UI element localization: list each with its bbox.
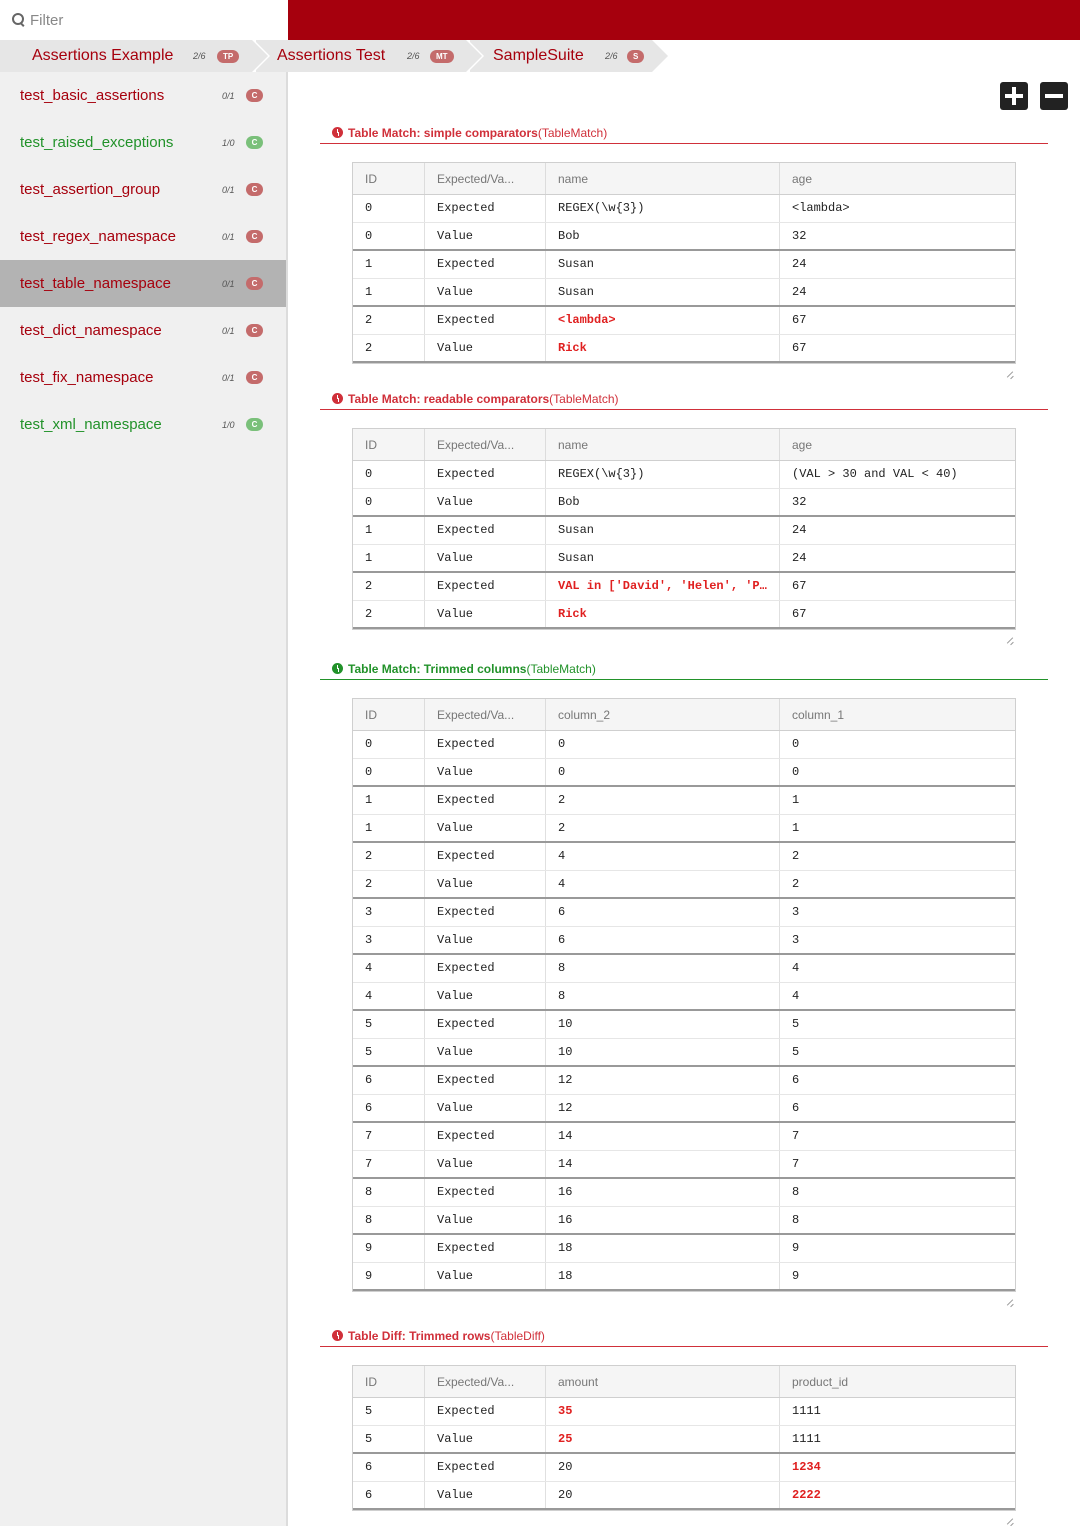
- table-cell: 6: [792, 1073, 800, 1087]
- table-cell: Expected: [425, 573, 546, 600]
- table-cell: Value: [425, 223, 546, 249]
- top-bar: [288, 0, 1080, 40]
- table-row: [353, 335, 1015, 363]
- table-cell: 5: [792, 1017, 800, 1031]
- status-badge: C: [246, 89, 263, 102]
- table-row: [353, 251, 1015, 279]
- column-header[interactable]: ID: [353, 699, 425, 730]
- table-cell: 0: [353, 759, 425, 785]
- table-cell: 2: [546, 815, 780, 841]
- sidebar-item-count: 0/1: [222, 278, 235, 289]
- table-cell: 2: [792, 849, 800, 863]
- table-cell: 6: [353, 1095, 425, 1121]
- table-cell: Value: [425, 601, 546, 627]
- table-cell: 0: [792, 737, 800, 751]
- table-cell: Expected: [425, 251, 546, 278]
- table-row: [353, 307, 1015, 335]
- section-title[interactable]: [320, 658, 1048, 680]
- table-cell: 20: [546, 1454, 780, 1481]
- sidebar-item-test-regex-namespace[interactable]: [0, 213, 286, 260]
- breadcrumb-item-samplesuite[interactable]: [470, 40, 652, 72]
- table-cell: 4: [353, 955, 425, 982]
- table-cell: 3: [353, 899, 425, 926]
- breadcrumb-badge: S: [627, 50, 644, 63]
- table-cell: Susan: [546, 517, 780, 544]
- table-cell: 2: [792, 877, 800, 891]
- table-cell: Value: [425, 871, 546, 897]
- table-row: [353, 1426, 1015, 1454]
- main-content: [290, 72, 1080, 1526]
- table-cell: 4: [353, 983, 425, 1009]
- section-title-text: Table Match: Trimmed columns: [348, 661, 527, 676]
- sidebar-item-label: test_fix_namespace: [20, 369, 154, 386]
- data-table: [352, 162, 1016, 364]
- sidebar-item-count: 0/1: [222, 372, 235, 383]
- column-header[interactable]: ID: [353, 429, 425, 460]
- table-cell: Value: [425, 1207, 546, 1233]
- table-cell: 1: [353, 787, 425, 814]
- table-cell: 24: [792, 551, 807, 565]
- table-row: [353, 1454, 1015, 1482]
- table-cell: 24: [792, 523, 807, 537]
- table-row: [353, 871, 1015, 899]
- table-cell: 2: [353, 601, 425, 627]
- table-cell: 9: [792, 1241, 800, 1255]
- breadcrumb-count: 2/6: [193, 51, 206, 61]
- table-cell: Expected: [425, 1067, 546, 1094]
- status-badge: C: [246, 230, 263, 243]
- table-row: [353, 1067, 1015, 1095]
- table-cell: 6: [353, 1067, 425, 1094]
- table-cell: 8: [792, 1185, 800, 1199]
- table-cell: 0: [353, 731, 425, 758]
- sidebar-item-count: 0/1: [222, 231, 235, 242]
- data-table: [352, 1365, 1016, 1511]
- status-badge: C: [246, 183, 263, 196]
- table-cell: Rick: [546, 601, 780, 627]
- assertion-section: [320, 122, 1048, 355]
- table-row: [353, 1235, 1015, 1263]
- clock-icon: [332, 663, 343, 674]
- table-cell: Value: [425, 1151, 546, 1177]
- table-row: [353, 1179, 1015, 1207]
- table-cell: 2: [546, 787, 780, 814]
- table-cell: Value: [425, 927, 546, 953]
- section-type: (TableMatch): [549, 391, 619, 406]
- table-cell: 67: [792, 579, 807, 593]
- table-cell: 0: [353, 195, 425, 222]
- table-header: [353, 429, 1015, 461]
- breadcrumb-count: 2/6: [407, 51, 420, 61]
- table-row: [353, 927, 1015, 955]
- resize-handle[interactable]: [1006, 636, 1014, 644]
- column-header[interactable]: Expected/Va...: [425, 699, 546, 730]
- table-cell: Expected: [425, 1235, 546, 1262]
- table-row: [353, 279, 1015, 307]
- section-title[interactable]: [320, 388, 1048, 410]
- assertion-section: [320, 1325, 1048, 1502]
- table-cell: 3: [792, 933, 800, 947]
- table-cell: 10: [546, 1039, 780, 1065]
- sidebar-item-label: test_basic_assertions: [20, 87, 165, 104]
- table-cell: Expected: [425, 787, 546, 814]
- breadcrumb-label: Assertions Test: [277, 47, 386, 64]
- table-cell: 67: [792, 341, 807, 355]
- table-cell: 14: [546, 1123, 780, 1150]
- column-header[interactable]: name: [546, 163, 780, 194]
- table-cell: Value: [425, 279, 546, 305]
- section-title-text: Table Diff: Trimmed rows: [348, 1328, 491, 1343]
- table-cell: Susan: [546, 251, 780, 278]
- table-row: [353, 1039, 1015, 1067]
- status-badge: C: [246, 277, 263, 290]
- table-cell: Value: [425, 335, 546, 361]
- table-cell: 7: [353, 1151, 425, 1177]
- sidebar-item-label: test_dict_namespace: [20, 322, 162, 339]
- status-badge: C: [246, 371, 263, 384]
- collapse-all-button[interactable]: [1040, 82, 1068, 110]
- table-cell: 6: [546, 899, 780, 926]
- table-cell: 2: [353, 871, 425, 897]
- table-cell: 2: [353, 307, 425, 334]
- clock-icon: [332, 127, 343, 138]
- data-table: [352, 698, 1016, 1292]
- status-badge: C: [246, 324, 263, 337]
- table-cell: 16: [546, 1179, 780, 1206]
- table-cell: 2: [353, 573, 425, 600]
- table-cell: 1: [792, 821, 800, 835]
- table-cell: 16: [546, 1207, 780, 1233]
- table-cell: (VAL > 30 and VAL < 40): [792, 467, 958, 481]
- table-row: [353, 223, 1015, 251]
- table-cell: 1234: [792, 1460, 821, 1474]
- table-cell: <lambda>: [546, 307, 780, 334]
- breadcrumb: [0, 40, 1080, 72]
- table-row: [353, 1123, 1015, 1151]
- data-table: [352, 428, 1016, 630]
- sidebar-item-label: test_xml_namespace: [20, 416, 162, 433]
- resize-handle[interactable]: [1006, 1298, 1014, 1306]
- table-header: [353, 1366, 1015, 1398]
- table-cell: Value: [425, 545, 546, 571]
- table-cell: 9: [792, 1269, 800, 1283]
- table-row: [353, 489, 1015, 517]
- sidebar-item-test-table-namespace[interactable]: [0, 260, 286, 307]
- table-cell: 5: [792, 1045, 800, 1059]
- status-badge: C: [246, 136, 263, 149]
- table-cell: Expected: [425, 1123, 546, 1150]
- table-cell: 1111: [792, 1404, 821, 1418]
- table-cell: Value: [425, 1039, 546, 1065]
- column-header[interactable]: ID: [353, 163, 425, 194]
- table-cell: 20: [546, 1482, 780, 1508]
- table-cell: Bob: [546, 489, 780, 515]
- column-header[interactable]: Expected/Va...: [425, 1366, 546, 1397]
- plus-icon-vertical: [1012, 87, 1016, 105]
- table-cell: 1: [353, 517, 425, 544]
- assertion-section: [320, 388, 1048, 621]
- expand-all-button[interactable]: [1000, 82, 1028, 110]
- resize-handle[interactable]: [1006, 370, 1014, 378]
- section-title-text: Table Match: simple comparators: [348, 125, 538, 140]
- table-cell: Value: [425, 759, 546, 785]
- table-row: [353, 1263, 1015, 1291]
- column-header[interactable]: Expected/Va...: [425, 163, 546, 194]
- table-cell: 32: [792, 495, 807, 509]
- table-cell: Expected: [425, 517, 546, 544]
- column-header[interactable]: name: [546, 429, 780, 460]
- breadcrumb-badge: TP: [217, 50, 239, 63]
- table-cell: 7: [353, 1123, 425, 1150]
- table-cell: 0: [353, 461, 425, 488]
- table-cell: 12: [546, 1095, 780, 1121]
- table-cell: 5: [353, 1398, 425, 1425]
- table-cell: REGEX(\w{3}): [546, 195, 780, 222]
- table-cell: REGEX(\w{3}): [546, 461, 780, 488]
- table-cell: Expected: [425, 955, 546, 982]
- column-header[interactable]: product_id: [792, 1375, 849, 1389]
- section-title[interactable]: [320, 122, 1048, 144]
- table-cell: 8: [353, 1179, 425, 1206]
- table-cell: 7: [792, 1157, 800, 1171]
- table-row: [353, 1095, 1015, 1123]
- table-cell: Bob: [546, 223, 780, 249]
- section-type: (TableMatch): [537, 125, 608, 140]
- sidebar-item-count: 0/1: [222, 90, 235, 101]
- column-header[interactable]: amount: [546, 1366, 780, 1397]
- table-row: [353, 461, 1015, 489]
- table-cell: 1111: [792, 1432, 821, 1446]
- table-cell: 1: [353, 279, 425, 305]
- table-cell: 0: [546, 759, 780, 785]
- sidebar: [0, 72, 288, 1526]
- table-row: [353, 1011, 1015, 1039]
- table-cell: Value: [425, 489, 546, 515]
- table-row: [353, 545, 1015, 573]
- section-title-text: Table Match: readable comparators: [348, 391, 550, 406]
- table-cell: Expected: [425, 1011, 546, 1038]
- table-cell: Value: [425, 983, 546, 1009]
- table-cell: 5: [353, 1039, 425, 1065]
- table-row: [353, 573, 1015, 601]
- table-cell: Value: [425, 1482, 546, 1508]
- table-cell: 25: [546, 1426, 780, 1452]
- table-cell: 1: [353, 251, 425, 278]
- section-type: (TableDiff): [490, 1328, 545, 1343]
- breadcrumb-count: 2/6: [605, 51, 618, 61]
- status-badge: C: [246, 418, 263, 431]
- breadcrumb-badge: MT: [430, 50, 454, 63]
- table-cell: 1: [353, 815, 425, 841]
- table-cell: Expected: [425, 1454, 546, 1481]
- table-cell: 14: [546, 1151, 780, 1177]
- table-cell: 4: [546, 871, 780, 897]
- clock-icon: [332, 393, 343, 404]
- table-row: [353, 517, 1015, 545]
- breadcrumb-item-assertions-example[interactable]: [0, 40, 252, 72]
- table-cell: 8: [546, 955, 780, 982]
- table-cell: 4: [792, 961, 800, 975]
- table-cell: 6: [353, 1454, 425, 1481]
- table-cell: 24: [792, 285, 807, 299]
- table-cell: 1: [792, 793, 800, 807]
- table-cell: <lambda>: [792, 201, 850, 215]
- table-cell: Susan: [546, 279, 780, 305]
- sidebar-item-count: 1/0: [222, 419, 235, 430]
- section-type: (TableMatch): [526, 661, 596, 676]
- table-row: [353, 815, 1015, 843]
- table-row: [353, 1207, 1015, 1235]
- table-cell: 35: [546, 1398, 780, 1425]
- table-cell: Rick: [546, 335, 780, 361]
- sidebar-item-label: test_assertion_group: [20, 181, 161, 198]
- column-header[interactable]: column_1: [792, 708, 845, 722]
- table-cell: 3: [353, 927, 425, 953]
- breadcrumb-label: Assertions Example: [32, 47, 174, 64]
- table-row: [353, 731, 1015, 759]
- table-cell: Expected: [425, 461, 546, 488]
- sidebar-item-test-assertion-group[interactable]: [0, 166, 286, 213]
- table-cell: Value: [425, 815, 546, 841]
- table-cell: 9: [353, 1235, 425, 1262]
- table-cell: Expected: [425, 899, 546, 926]
- column-header[interactable]: Expected/Va...: [425, 429, 546, 460]
- sidebar-item-label: test_table_namespace: [20, 275, 171, 292]
- table-row: [353, 195, 1015, 223]
- search-icon: [12, 13, 26, 27]
- table-cell: 6: [353, 1482, 425, 1508]
- table-cell: Expected: [425, 307, 546, 334]
- table-cell: 18: [546, 1263, 780, 1289]
- table-cell: 32: [792, 229, 807, 243]
- table-cell: 12: [546, 1067, 780, 1094]
- table-cell: 0: [353, 223, 425, 249]
- table-cell: Expected: [425, 195, 546, 222]
- table-cell: 6: [792, 1101, 800, 1115]
- sidebar-item-test-basic-assertions[interactable]: [0, 72, 286, 119]
- table-row: [353, 787, 1015, 815]
- table-row: [353, 899, 1015, 927]
- sidebar-item-count: 1/0: [222, 137, 235, 148]
- table-row: [353, 1398, 1015, 1426]
- table-cell: 2: [353, 335, 425, 361]
- table-cell: 6: [546, 927, 780, 953]
- table-row: [353, 601, 1015, 629]
- table-row: [353, 1151, 1015, 1179]
- breadcrumb-label: SampleSuite: [493, 47, 584, 64]
- table-cell: 1: [353, 545, 425, 571]
- table-row: [353, 1482, 1015, 1510]
- table-cell: Value: [425, 1263, 546, 1289]
- table-cell: 9: [353, 1263, 425, 1289]
- sidebar-item-count: 0/1: [222, 325, 235, 336]
- table-row: [353, 955, 1015, 983]
- table-header: [353, 699, 1015, 731]
- table-row: [353, 843, 1015, 871]
- resize-handle[interactable]: [1006, 1517, 1014, 1525]
- sidebar-item-label: test_raised_exceptions: [20, 134, 174, 151]
- table-cell: 7: [792, 1129, 800, 1143]
- section-title[interactable]: [320, 1325, 1048, 1347]
- table-cell: Susan: [546, 545, 780, 571]
- table-row: [353, 983, 1015, 1011]
- breadcrumb-item-assertions-test[interactable]: [256, 40, 466, 72]
- table-header: [353, 163, 1015, 195]
- table-cell: Expected: [425, 1179, 546, 1206]
- table-cell: 67: [792, 607, 807, 621]
- sidebar-item-test-fix-namespace[interactable]: [0, 354, 286, 401]
- table-cell: 67: [792, 313, 807, 327]
- column-header[interactable]: column_2: [546, 699, 780, 730]
- sidebar-item-count: 0/1: [222, 184, 235, 195]
- filter-box[interactable]: [0, 0, 288, 40]
- table-cell: 2222: [792, 1488, 821, 1502]
- assertion-section: [320, 658, 1048, 1283]
- table-cell: 4: [546, 843, 780, 870]
- table-cell: 8: [792, 1213, 800, 1227]
- table-cell: 4: [792, 989, 800, 1003]
- table-cell: 10: [546, 1011, 780, 1038]
- filter-input[interactable]: [30, 12, 270, 29]
- sidebar-item-test-xml-namespace[interactable]: [0, 401, 286, 448]
- table-cell: 0: [353, 489, 425, 515]
- table-row: [353, 759, 1015, 787]
- table-cell: 18: [546, 1235, 780, 1262]
- table-cell: 8: [546, 983, 780, 1009]
- table-cell: 2: [353, 843, 425, 870]
- table-cell: VAL in ['David', 'Helen', 'P…: [546, 573, 780, 600]
- sidebar-item-test-dict-namespace[interactable]: [0, 307, 286, 354]
- table-cell: 0: [792, 765, 800, 779]
- column-header[interactable]: ID: [353, 1366, 425, 1397]
- sidebar-item-label: test_regex_namespace: [20, 228, 176, 245]
- table-cell: Expected: [425, 843, 546, 870]
- table-cell: Value: [425, 1095, 546, 1121]
- table-cell: Value: [425, 1426, 546, 1452]
- column-header[interactable]: age: [792, 172, 813, 186]
- table-cell: 8: [353, 1207, 425, 1233]
- table-cell: 24: [792, 257, 807, 271]
- column-header[interactable]: age: [792, 438, 813, 452]
- clock-icon: [332, 1330, 343, 1341]
- table-cell: 5: [353, 1011, 425, 1038]
- table-cell: Expected: [425, 1398, 546, 1425]
- table-cell: 5: [353, 1426, 425, 1452]
- sidebar-item-test-raised-exceptions[interactable]: [0, 119, 286, 166]
- minus-icon: [1045, 94, 1063, 98]
- table-cell: Expected: [425, 731, 546, 758]
- table-cell: 3: [792, 905, 800, 919]
- table-cell: 0: [546, 731, 780, 758]
